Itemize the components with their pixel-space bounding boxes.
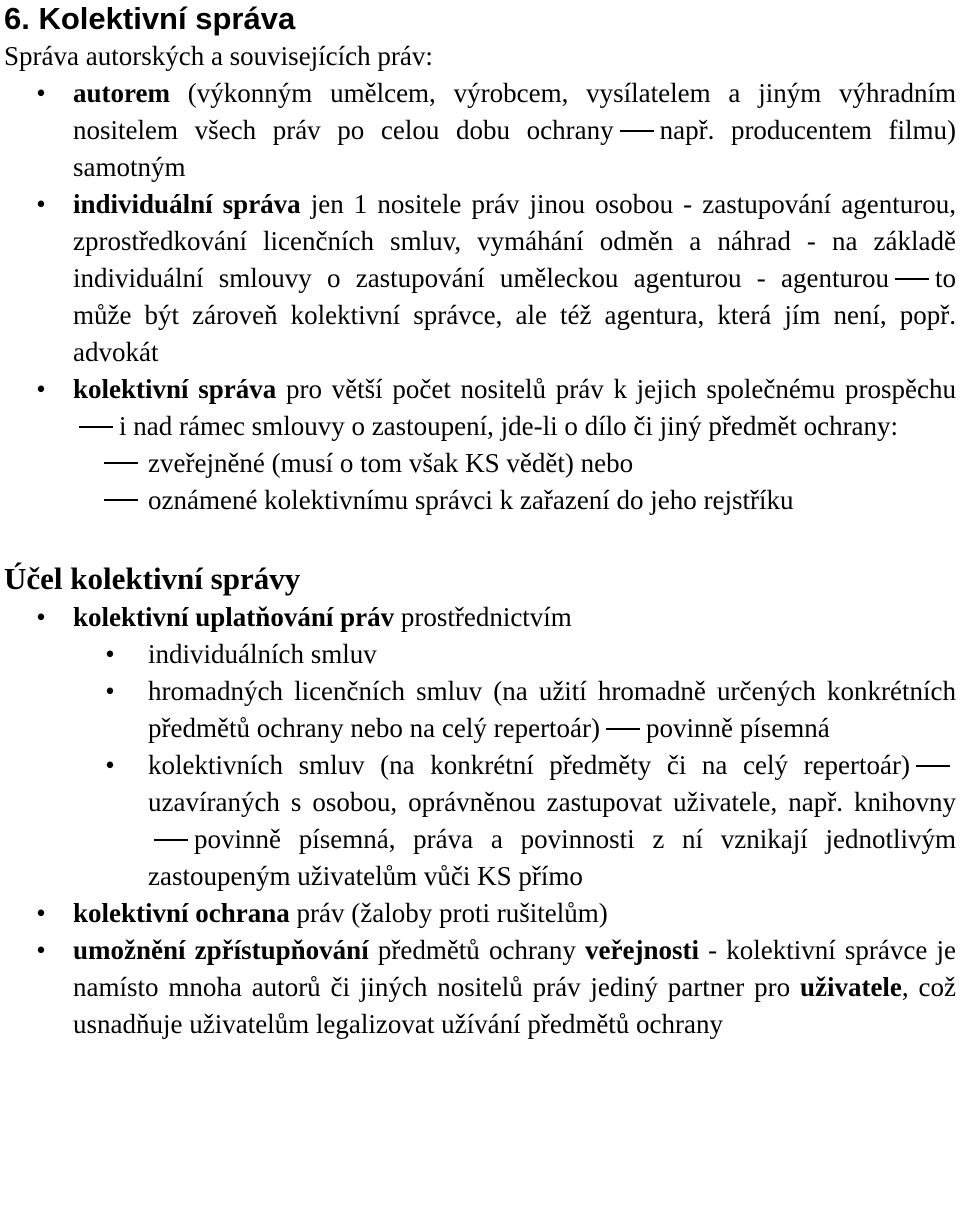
dash-icon	[606, 728, 640, 730]
bold-term: veřejnosti	[585, 935, 700, 965]
section-heading-purpose: Účel kolektivní správy	[4, 561, 301, 596]
bullet-icon	[34, 599, 48, 636]
section-spacer	[0, 519, 960, 559]
intro-line: Správa autorských a souvisejících práv:	[4, 41, 433, 71]
list-item-collective-management: • kolektivní správa pro větší počet nositelů práv k jejich společnému prospěchui nad rámec smlouvy o zastoupení, jde-li o dílo či jiný předmět ochrany:	[0, 371, 960, 445]
dash-icon	[895, 278, 929, 280]
bullet-icon	[34, 75, 48, 112]
bullet-icon	[34, 895, 48, 932]
bold-term: autorem	[73, 78, 170, 108]
bullet-icon	[103, 747, 117, 784]
list-item-collective-exercise: • kolektivní uplatňování práv prostřednictvím	[0, 599, 960, 636]
bold-term: kolektivní správa	[73, 374, 277, 404]
sub-item-announced: oznámené kolektivnímu správci k zařazení do jeho rejstříku	[0, 482, 960, 519]
list-item-author: • autorem (výkonným umělcem, výrobcem, vysílatelem a jiným výhradním nositelem všech práv po celou dobu ochrany např. producentem filmu) samotným	[0, 75, 960, 186]
bullet-icon	[103, 636, 117, 673]
bullet-icon	[34, 371, 48, 408]
bold-term: kolektivní ochrana	[73, 898, 290, 928]
bullet-icon	[34, 186, 48, 223]
dash-icon	[620, 130, 654, 132]
bold-term: kolektivní uplatňování práv	[73, 602, 395, 632]
bold-term: individuální správa	[73, 189, 301, 219]
list-item-individual-management: • individuální správa jen 1 nositele práv jinou osobou - zastupování agenturou, zprostředkování licenčních smluv, vymáhání odměn a náhrad - na základě individuální smlouvy o zastupování uměleckou agenturou - agenturou to může být zároveň kolektivní správce, ale též agentura, která jím není, popř. advokát	[0, 186, 960, 371]
sub-item-published: zveřejněné (musí o tom však KS vědět) nebo	[0, 445, 960, 482]
dash-icon	[104, 499, 138, 501]
bold-term: uživatele	[799, 972, 902, 1002]
dash-icon	[916, 765, 950, 767]
dash-icon	[154, 839, 188, 841]
section-heading: 6. Kolektivní správa	[4, 1, 296, 36]
bullet-icon	[103, 673, 117, 710]
sub-item-bulk-license: • hromadných licenčních smluv (na užití hromadně určených konkrétních předmětů ochrany nebo na celý repertoár) povinně písemná	[0, 673, 960, 747]
bold-term: umožnění zpřístupňování	[73, 935, 369, 965]
sub-item-individual-contracts: • individuálních smluv	[0, 636, 960, 673]
dash-icon	[79, 426, 113, 428]
dash-icon	[104, 462, 138, 464]
list-item-collective-protection: • kolektivní ochrana práv (žaloby proti rušitelům)	[0, 895, 960, 932]
sub-item-collective-contracts: • kolektivních smluv (na konkrétní předměty či na celý repertoár)uzavíraných s osobou, oprávněnou zastupovat uživatele, např. knihovnypovinně písemná, práva a povinnosti z ní vznikají jednotlivým zastoupeným uživatelům vůči KS přímo	[0, 747, 960, 895]
bullet-icon	[34, 932, 48, 969]
list-item-public-access: • umožnění zpřístupňování předmětů ochrany veřejnosti - kolektivní správce je namísto mnoha autorů či jiných nositelů práv jediný partner pro uživatele, což usnadňuje uživatelům legalizovat užívání předmětů ochrany	[0, 932, 960, 1043]
